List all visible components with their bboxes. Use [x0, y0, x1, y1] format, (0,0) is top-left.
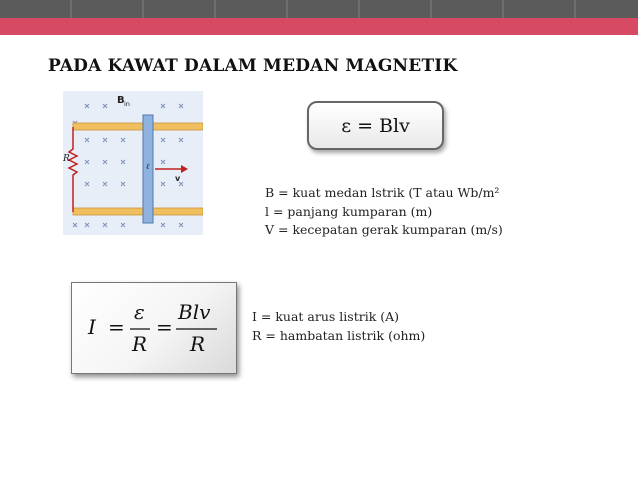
formula-frac1-den: R	[132, 332, 148, 356]
formula-lhs: I	[88, 315, 96, 339]
formula-frac2-den: R	[190, 332, 206, 356]
formula-eq-1: =	[108, 315, 125, 339]
length-label: ℓ	[146, 162, 150, 171]
formula-frac2-num: Blv	[178, 300, 211, 324]
top-rail	[73, 123, 203, 130]
current-formula	[72, 283, 236, 373]
field-subscript: in	[124, 100, 130, 108]
velocity-label: v	[175, 174, 181, 183]
header-accent-bar	[0, 18, 638, 35]
definition-v: V = kecepatan gerak kumparan (m/s)	[265, 222, 503, 237]
header-bar-stripes	[0, 0, 638, 18]
definition-i: I = kuat arus listrik (A)	[252, 309, 400, 324]
current-definitions	[252, 308, 425, 345]
bottom-rail	[73, 208, 203, 215]
emf-formula-box	[307, 101, 444, 150]
definition-b: B = kuat medan lstrik (T atau Wb/m²	[265, 185, 500, 200]
resistor-label: R	[63, 154, 70, 164]
slide-title: PADA KAWAT DALAM MEDAN MAGNETIK	[48, 56, 458, 76]
moving-rod-figure	[63, 91, 203, 235]
emf-formula: ε = Blv	[341, 114, 410, 137]
field-label: B	[117, 95, 125, 106]
emf-definitions	[265, 184, 503, 240]
formula-eq-2: =	[156, 315, 173, 339]
definition-l: l = panjang kumparan (m)	[265, 203, 433, 219]
definition-r: R = hambatan listrik (ohm)	[252, 327, 426, 343]
current-formula-box	[71, 282, 237, 374]
formula-frac1-num: ε	[134, 300, 145, 324]
